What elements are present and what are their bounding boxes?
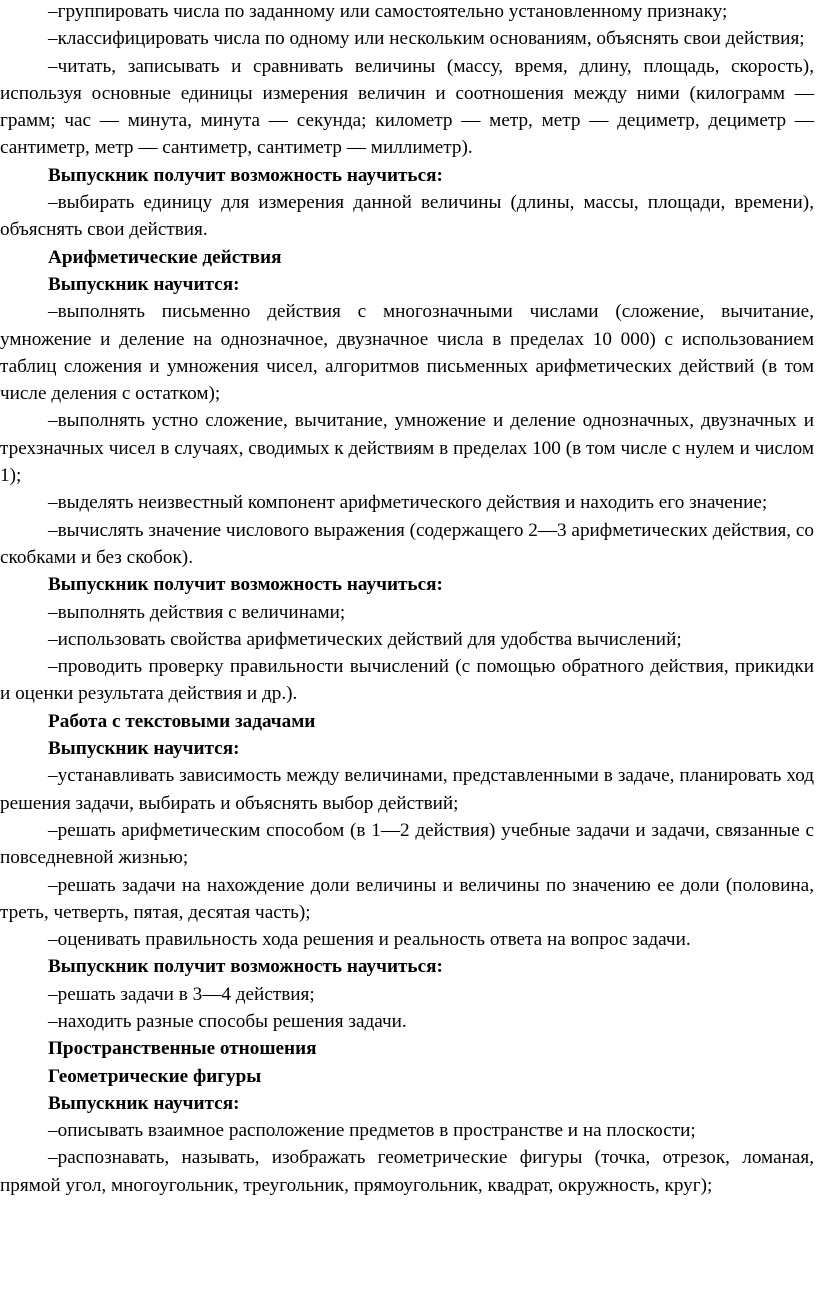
bullet-paragraph: –использовать свойства арифметических действий для удобства вычислений; bbox=[48, 628, 682, 650]
bullet-paragraph: –выделять неизвестный компонент арифметического действия и находить его значение; bbox=[48, 492, 768, 514]
section-heading: Выпускник научится: bbox=[48, 738, 240, 760]
bullet-paragraph: –выбирать единицу для измерения данной величины (длины, массы, площади, времени), объяснять свои действия. bbox=[0, 192, 814, 241]
bullet-paragraph: –проводить проверку правильности вычислений (с помощью обратного действия, прикидки и оценки результата действия и др.). bbox=[0, 656, 814, 705]
section-heading: Выпускник получит возможность научиться: bbox=[48, 956, 443, 978]
bullet-paragraph: –классифицировать числа по одному или нескольким основаниям, объяснять свои действия; bbox=[48, 28, 805, 50]
section-heading: Выпускник получит возможность научиться: bbox=[48, 574, 443, 596]
bullet-paragraph: –выполнять действия с величинами; bbox=[48, 601, 346, 623]
bullet-paragraph: –группировать числа по заданному или самостоятельно установленному признаку; bbox=[48, 1, 728, 22]
section-heading: Выпускник получит возможность научиться: bbox=[48, 164, 443, 186]
bullet-paragraph: –оценивать правильность хода решения и реальность ответа на вопрос задачи. bbox=[48, 929, 691, 951]
section-heading: Арифметические действия bbox=[48, 246, 282, 268]
section-heading: Пространственные отношения bbox=[48, 1038, 317, 1060]
bullet-paragraph: –распознавать, называть, изображать геометрические фигуры (точка, отрезок, ломаная, прямой угол, многоугольник, треугольник, прямоугольник, квадрат, окружность, круг); bbox=[0, 1147, 814, 1196]
section-heading: Работа с текстовыми задачами bbox=[48, 710, 316, 732]
section-heading: Выпускник научится: bbox=[48, 273, 240, 295]
bullet-paragraph: –решать арифметическим способом (в 1—2 действия) учебные задачи и задачи, связанные с повседневной жизнью; bbox=[0, 819, 814, 869]
bullet-paragraph: –выполнять письменно действия с многозначными числами (сложение, вычитание, умножение и деление на однозначное, двузначное числа в пределах 10 000) с использованием таблиц сложения и умножения чисел, алгоритмов письменных арифметических действий (в том числе деления с остатком); bbox=[0, 301, 814, 405]
bullet-paragraph: –находить разные способы решения задачи. bbox=[48, 1010, 407, 1032]
bullet-paragraph: –решать задачи в 3—4 действия; bbox=[48, 983, 315, 1005]
section-heading: Выпускник научится: bbox=[48, 1092, 240, 1114]
bullet-paragraph: –выполнять устно сложение, вычитание, умножение и деление однозначных, двузначных и трехзначных чисел в случаях, сводимых к действиям в пределах 100 (в том числе с нулем и числом 1); bbox=[0, 410, 814, 487]
bullet-paragraph: –устанавливать зависимость между величинами, представленными в задаче, планировать ход решения задачи, выбирать и объяснять выбор действий; bbox=[0, 765, 814, 814]
bullet-paragraph: –читать, записывать и сравнивать величины (массу, время, длину, площадь, скорость), используя основные единицы измерения величин и соотношения между ними (килограмм — грамм; час — минута, минута — секунда; километр — метр, метр — дециметр, дециметр — сантиметр, метр — сантиметр, сантиметр — миллиметр). bbox=[0, 55, 814, 159]
section-heading: Геометрические фигуры bbox=[48, 1065, 262, 1087]
bullet-paragraph: –вычислять значение числового выражения (содержащего 2—3 арифметических действия, со скобками и без скобок). bbox=[0, 519, 814, 568]
bullet-paragraph: –решать задачи на нахождение доли величины и величины по значению ее доли (половина, треть, четверть, пятая, десятая часть); bbox=[0, 874, 814, 923]
bullet-paragraph: –описывать взаимное расположение предметов в пространстве и на плоскости; bbox=[48, 1120, 696, 1142]
